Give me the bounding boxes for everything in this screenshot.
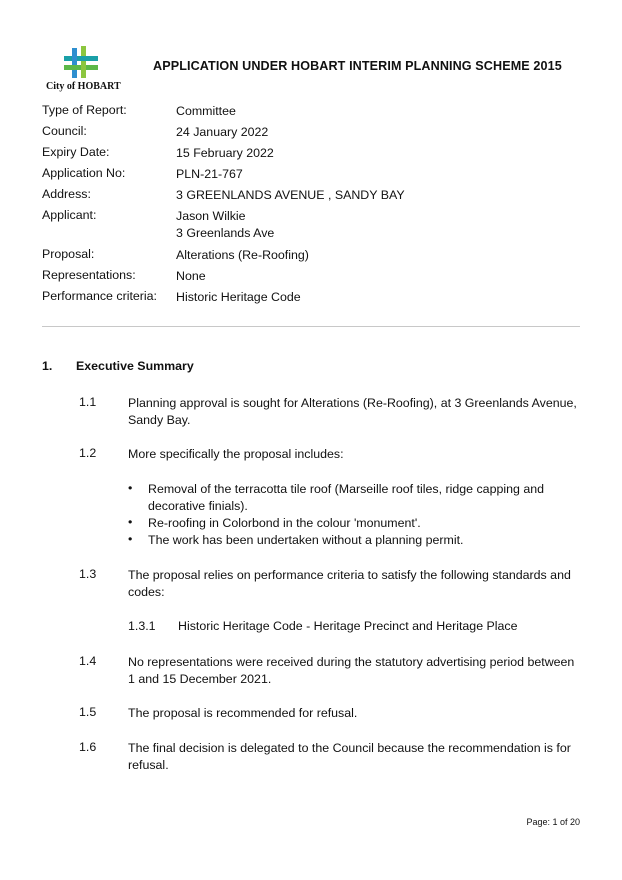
info-label: Performance criteria: [42,289,157,303]
section-number: 1. [42,359,53,373]
page-number: Page: 1 of 20 [526,817,580,827]
info-value: Committee [176,104,236,118]
info-value: None [176,269,206,283]
section-title: Executive Summary [76,359,194,373]
info-label: Expiry Date: [42,145,110,159]
info-label: Representations: [42,268,136,282]
info-value: Historic Heritage Code [176,290,301,304]
subitem-number: 1.3.1 [128,619,156,633]
info-value: 24 January 2022 [176,125,269,139]
paragraph-text: The proposal relies on performance criteria to satisfy the following standards and codes: [128,568,571,599]
bullet-icon: • [128,515,133,529]
paragraph-text: The proposal is recommended for refusal. [128,706,358,720]
paragraph-text: Planning approval is sought for Alterations (Re-Roofing), at 3 Greenlands Avenue, Sandy Bay. [128,396,577,427]
logo-text: City of HOBART [46,81,121,92]
info-label: Address: [42,187,91,201]
info-value: PLN-21-767 [176,167,243,181]
divider [42,326,580,327]
info-value-line2: 3 Greenlands Ave [176,226,275,240]
paragraph-text: More specifically the proposal includes: [128,447,344,461]
paragraph-number: 1.4 [79,654,97,668]
bullet-text: The work has been undertaken without a planning permit. [148,533,464,547]
info-value: 15 February 2022 [176,146,274,160]
paragraph-number: 1.6 [79,740,97,754]
city-of-hobart-logo [42,44,130,96]
info-value: Alterations (Re-Roofing) [176,248,309,262]
page-title: APPLICATION UNDER HOBART INTERIM PLANNING SCHEME 2015 [153,59,562,73]
paragraph-number: 1.2 [79,446,97,460]
paragraph-text: No representations were received during the statutory advertising period between 1 and 15 December 2021. [128,655,575,686]
info-value: Jason Wilkie [176,209,246,223]
info-label: Proposal: [42,247,95,261]
bullet-text: Removal of the terracotta tile roof (Marseille roof tiles, ridge capping and decorative finials). [148,482,545,513]
paragraph-number: 1.1 [79,395,97,409]
info-label: Council: [42,124,87,138]
info-label: Type of Report: [42,103,127,117]
paragraph-text: The final decision is delegated to the Council because the recommendation is for refusal. [128,741,571,772]
bullet-text: Re-roofing in Colorbond in the colour 'monument'. [148,516,421,530]
subitem-text: Historic Heritage Code - Heritage Precinct and Heritage Place [178,619,518,633]
info-value: 3 GREENLANDS AVENUE , SANDY BAY [176,188,405,202]
paragraph-number: 1.5 [79,705,97,719]
bullet-icon: • [128,532,133,546]
paragraph-number: 1.3 [79,567,97,581]
info-label: Applicant: [42,208,97,222]
info-label: Application No: [42,166,126,180]
bullet-icon: • [128,481,133,495]
